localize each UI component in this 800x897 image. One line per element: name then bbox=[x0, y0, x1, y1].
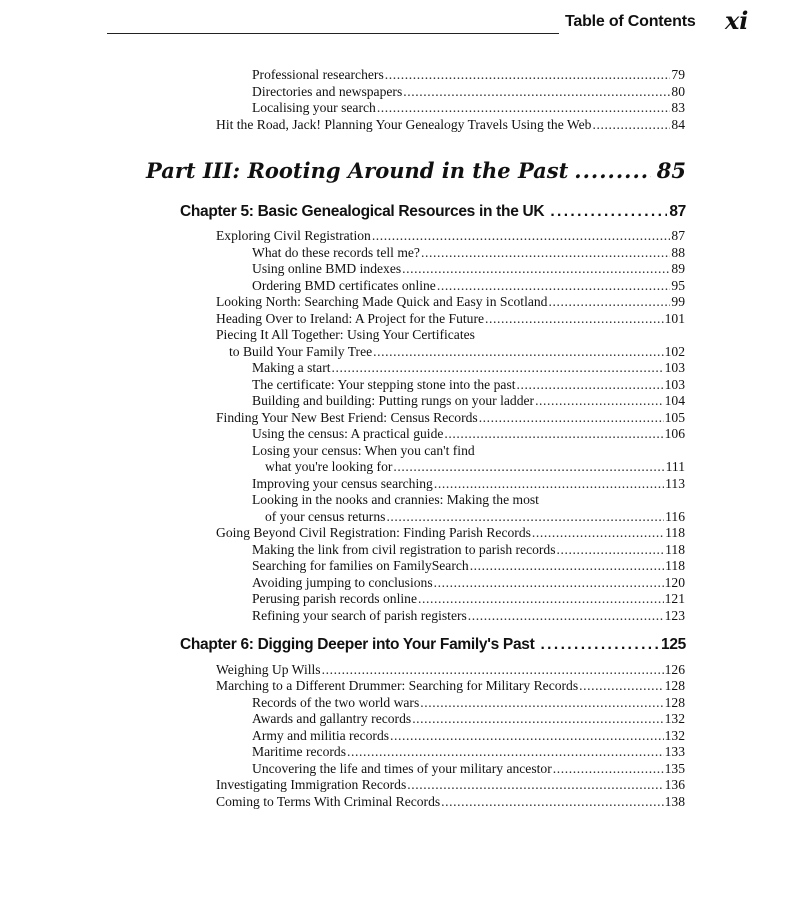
toc-entry bbox=[229, 344, 685, 360]
entry-title: Coming to Terms With Criminal Records bbox=[216, 794, 441, 809]
leader-dots bbox=[548, 294, 670, 310]
toc-entry bbox=[216, 311, 685, 327]
entry-page: 113 bbox=[665, 476, 685, 491]
chapter-page: 87 bbox=[669, 203, 686, 220]
entry-page: 136 bbox=[664, 777, 685, 792]
leader-dots bbox=[517, 377, 664, 393]
toc-entry-line: Losing your census: When you can't find bbox=[252, 443, 475, 458]
entry-page: 95 bbox=[671, 278, 685, 293]
entry-page: 104 bbox=[664, 393, 685, 408]
entry-title: Awards and gallantry records bbox=[252, 711, 412, 726]
leader-dots bbox=[468, 608, 664, 624]
entry-page: 102 bbox=[664, 344, 685, 359]
leader-dots bbox=[385, 67, 671, 83]
leader-dots bbox=[420, 695, 663, 711]
entry-page: 106 bbox=[664, 426, 685, 441]
entry-title: Looking North: Searching Made Quick and Easy in Scotland bbox=[216, 294, 548, 309]
entry-page: 128 bbox=[664, 695, 685, 710]
toc-entry bbox=[252, 84, 685, 100]
header-rule bbox=[107, 33, 559, 34]
toc-entry bbox=[216, 777, 685, 793]
entry-page: 118 bbox=[665, 542, 685, 557]
toc-entry bbox=[252, 711, 685, 727]
entry-title: Uncovering the life and times of your military ancestor bbox=[252, 761, 552, 776]
toc-entry bbox=[216, 662, 685, 678]
entry-title: Maritime records bbox=[252, 744, 346, 759]
part-page: 85 bbox=[656, 158, 686, 183]
toc-entry bbox=[216, 678, 685, 694]
toc-entry bbox=[216, 294, 685, 310]
entry-page: 135 bbox=[664, 761, 685, 776]
entry-page: 88 bbox=[671, 245, 685, 260]
entry-title: Perusing parish records online bbox=[252, 591, 417, 606]
toc-entry bbox=[252, 608, 685, 624]
running-title: Table of Contents bbox=[565, 13, 696, 30]
leader-dots bbox=[332, 360, 664, 376]
entry-title: Refining your search of parish registers bbox=[252, 608, 467, 623]
entry-page: 111 bbox=[665, 459, 685, 474]
chapter-title: Chapter 6: Digging Deeper into Your Family's Past bbox=[180, 636, 535, 653]
entry-title: Ordering BMD certificates online bbox=[252, 278, 436, 293]
entry-title: Avoiding jumping to conclusions bbox=[252, 575, 433, 590]
running-header bbox=[107, 6, 757, 38]
toc-entry bbox=[252, 426, 685, 442]
page-folio: xi bbox=[725, 6, 749, 35]
toc-entry bbox=[252, 261, 685, 277]
entry-title: What do these records tell me? bbox=[252, 245, 420, 260]
leader-dots bbox=[553, 761, 664, 777]
toc-entry-line: Looking in the nooks and crannies: Making the most bbox=[252, 492, 539, 507]
entry-page: 118 bbox=[665, 558, 685, 573]
entry-title: Army and militia records bbox=[252, 728, 390, 743]
leader-dots bbox=[437, 278, 671, 294]
entry-title: Hit the Road, Jack! Planning Your Genealogy Travels Using the Web bbox=[216, 117, 592, 132]
entry-title: Records of the two world wars bbox=[252, 695, 420, 710]
leader-dots bbox=[434, 476, 664, 492]
entry-title: Professional researchers bbox=[252, 67, 384, 82]
leader-dots bbox=[574, 158, 650, 183]
entry-title: Investigating Immigration Records bbox=[216, 777, 407, 792]
toc-entry bbox=[252, 100, 685, 116]
entry-title: The certificate: Your stepping stone into the past bbox=[252, 377, 516, 392]
chapter-page: 125 bbox=[661, 636, 686, 653]
entry-title: to Build Your Family Tree bbox=[229, 344, 373, 359]
leader-dots bbox=[390, 728, 664, 744]
entry-page: 128 bbox=[664, 678, 685, 693]
toc-entry bbox=[252, 377, 685, 393]
entry-title: Using the census: A practical guide bbox=[252, 426, 444, 441]
leader-dots bbox=[403, 84, 670, 100]
entry-title: Directories and newspapers bbox=[252, 84, 403, 99]
entry-title: Using online BMD indexes bbox=[252, 261, 402, 276]
toc-entry bbox=[252, 575, 685, 591]
leader-dots bbox=[434, 575, 664, 591]
toc-entry bbox=[252, 360, 685, 376]
toc-entry bbox=[252, 744, 685, 760]
entry-page: 103 bbox=[664, 377, 685, 392]
entry-title: Going Beyond Civil Registration: Finding Parish Records bbox=[216, 525, 531, 540]
entry-page: 101 bbox=[664, 311, 685, 326]
leader-dots bbox=[386, 509, 664, 525]
entry-page: 123 bbox=[664, 608, 685, 623]
entry-title: of your census returns bbox=[265, 509, 386, 524]
entry-title: Heading Over to Ireland: A Project for the Future bbox=[216, 311, 485, 326]
leader-dots bbox=[372, 228, 671, 244]
leader-dots bbox=[557, 542, 665, 558]
entry-page: 89 bbox=[671, 261, 685, 276]
leader-dots bbox=[479, 410, 664, 426]
leader-dots bbox=[373, 344, 663, 360]
toc-entry bbox=[265, 509, 685, 525]
entry-page: 126 bbox=[664, 662, 685, 677]
leader-dots bbox=[592, 117, 670, 133]
entry-page: 87 bbox=[671, 228, 685, 243]
entry-page: 116 bbox=[665, 509, 685, 524]
entry-page: 83 bbox=[671, 100, 685, 115]
toc-entry bbox=[252, 558, 685, 574]
entry-page: 80 bbox=[671, 84, 685, 99]
leader-dots bbox=[421, 245, 670, 261]
leader-dots bbox=[393, 459, 664, 475]
toc-entry bbox=[252, 542, 685, 558]
leader-dots bbox=[412, 711, 663, 727]
toc-entry bbox=[252, 591, 685, 607]
leader-dots bbox=[485, 311, 664, 327]
entry-title: Weighing Up Wills bbox=[216, 662, 321, 677]
toc-entry bbox=[252, 393, 685, 409]
entry-title: Making a start bbox=[252, 360, 331, 375]
entry-page: 84 bbox=[671, 117, 685, 132]
toc-entry bbox=[216, 117, 685, 133]
entry-title: what you're looking for bbox=[265, 459, 393, 474]
toc-entry bbox=[252, 728, 685, 744]
leader-dots bbox=[418, 591, 664, 607]
leader-dots bbox=[402, 261, 670, 277]
entry-page: 99 bbox=[671, 294, 685, 309]
entry-page: 138 bbox=[664, 794, 685, 809]
entry-title: Searching for families on FamilySearch bbox=[252, 558, 469, 573]
toc-entry bbox=[252, 67, 685, 83]
entry-title: Building and building: Putting rungs on your ladder bbox=[252, 393, 535, 408]
entry-page: 132 bbox=[664, 711, 685, 726]
leader-dots bbox=[470, 558, 664, 574]
part-title: Part III: Rooting Around in the Past bbox=[146, 158, 569, 183]
entry-title: Making the link from civil registration to parish records bbox=[252, 542, 556, 557]
leader-dots bbox=[377, 100, 671, 116]
toc-entry bbox=[252, 761, 685, 777]
toc-entry bbox=[265, 459, 685, 475]
leader-dots bbox=[347, 744, 664, 760]
leader-dots bbox=[540, 636, 659, 654]
entry-page: 103 bbox=[664, 360, 685, 375]
leader-dots bbox=[535, 393, 664, 409]
leader-dots bbox=[532, 525, 664, 541]
toc-entry bbox=[252, 245, 685, 261]
entry-page: 118 bbox=[665, 525, 685, 540]
part-heading bbox=[146, 158, 686, 183]
leader-dots bbox=[322, 662, 664, 678]
toc-entry-line: Piecing It All Together: Using Your Certificates bbox=[216, 327, 475, 342]
entry-page: 132 bbox=[664, 728, 685, 743]
leader-dots bbox=[550, 203, 667, 221]
chapter-heading bbox=[180, 636, 686, 654]
toc-entry bbox=[216, 794, 685, 810]
leader-dots bbox=[444, 426, 663, 442]
entry-page: 133 bbox=[664, 744, 685, 759]
toc-entry bbox=[252, 476, 685, 492]
leader-dots bbox=[407, 777, 663, 793]
entry-title: Finding Your New Best Friend: Census Records bbox=[216, 410, 478, 425]
entry-page: 121 bbox=[664, 591, 685, 606]
toc-entry bbox=[216, 410, 685, 426]
toc-entry bbox=[216, 525, 685, 541]
entry-title: Improving your census searching bbox=[252, 476, 433, 491]
chapter-heading bbox=[180, 203, 686, 221]
chapter-title: Chapter 5: Basic Genealogical Resources in the UK bbox=[180, 203, 545, 220]
entry-title: Exploring Civil Registration bbox=[216, 228, 371, 243]
toc-entry bbox=[252, 695, 685, 711]
entry-page: 105 bbox=[664, 410, 685, 425]
toc-entry bbox=[252, 278, 685, 294]
entry-page: 79 bbox=[671, 67, 685, 82]
toc-entry bbox=[216, 228, 685, 244]
leader-dots bbox=[579, 678, 663, 694]
leader-dots bbox=[441, 794, 663, 810]
entry-title: Marching to a Different Drummer: Searching for Military Records bbox=[216, 678, 579, 693]
entry-page: 120 bbox=[664, 575, 685, 590]
entry-title: Localising your search bbox=[252, 100, 376, 115]
